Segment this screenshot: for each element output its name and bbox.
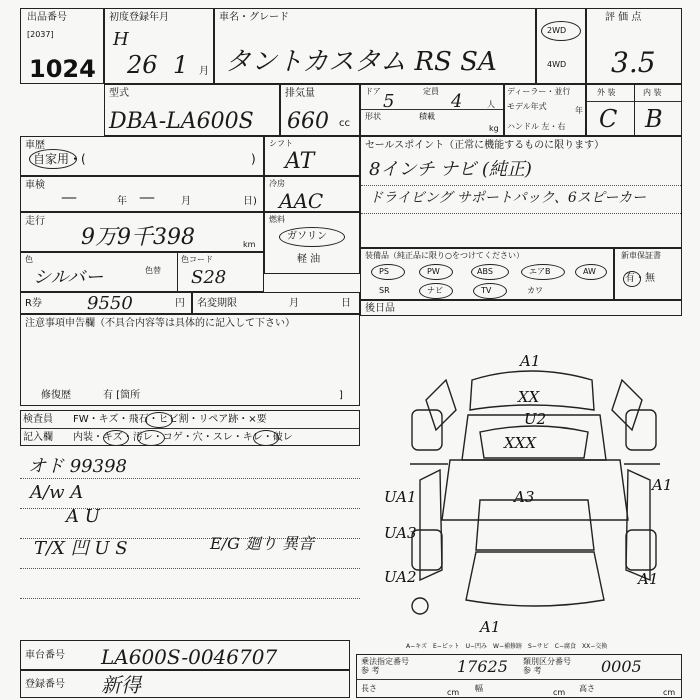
history-cell xyxy=(20,136,264,176)
inspection-year: 年 xyxy=(117,196,127,207)
inspector-cell xyxy=(20,410,360,446)
recycle-label: R券 xyxy=(25,298,42,309)
mileage-value: 9万9千398 xyxy=(81,225,195,250)
grade-value: 3.5 xyxy=(611,46,656,79)
diagram-legend: A−キズ E−ピット U−凹み W−補修跡 S−サビ C−腐食 XX−交換 xyxy=(406,643,608,650)
entry-items: 内装・キズ・汚レ・コゲ・穴・スレ・キレ・破レ xyxy=(73,432,293,443)
sales-point-label: セールスポイント（正常に機能するものに限ります） xyxy=(365,140,605,151)
drive-4wd: 4WD xyxy=(547,60,567,69)
inspection-month: 月 xyxy=(181,196,191,207)
note-line2: A/w A xyxy=(30,482,84,503)
handle-label: ハンドル 左・右 xyxy=(507,122,566,131)
sales-point-line1: 8インチ ナビ (純正) xyxy=(369,159,532,180)
note-line5: E/G 廻り 異音 xyxy=(210,534,315,553)
capacity-value: 4 xyxy=(451,91,463,112)
doors-value: 5 xyxy=(383,91,395,112)
equip-leather: カワ xyxy=(527,286,543,295)
plate-value: 新得 xyxy=(101,673,141,697)
notes-label: 注意事項申告欄（不具合内容等は具体的に記入して下さい） xyxy=(25,318,295,329)
grade-cell xyxy=(586,8,682,84)
inspector-items: FW・キズ・飛石・ヒビ割・リペア跡・×要 xyxy=(73,414,267,425)
recycle-unit: 円 xyxy=(175,298,185,309)
dmg-a1-bottom: A1 xyxy=(480,618,501,636)
displacement-value: 660 xyxy=(287,109,329,134)
ref1-label: 参 考 xyxy=(361,666,380,675)
load-unit: kg xyxy=(489,124,499,133)
drive-cell xyxy=(536,8,586,84)
car-diagram xyxy=(380,340,690,640)
dealer-cell xyxy=(504,84,586,136)
dmg-a1-top: A1 xyxy=(520,352,541,370)
history-close: ) xyxy=(251,152,256,166)
color-divider xyxy=(177,253,178,291)
ext-int-vdivider xyxy=(634,85,635,135)
equip-ps: PS xyxy=(379,267,389,276)
displacement-unit: cc xyxy=(339,118,350,129)
drive-2wd: 2WD xyxy=(547,26,567,35)
mileage-label: 走行 xyxy=(25,216,45,227)
dmg-a3: A3 xyxy=(514,488,535,506)
color-cell xyxy=(20,252,264,292)
aircon-value: AAC xyxy=(279,189,324,213)
regfee-label: 乗法指定番号 xyxy=(361,657,409,666)
displacement-cell xyxy=(280,84,360,136)
repair-value: 有 [箇所 xyxy=(103,390,141,401)
mileage-cell xyxy=(20,212,264,252)
class-value: 0005 xyxy=(601,657,642,676)
class-label: 類別区分番号 xyxy=(523,657,571,666)
car-name-value: タントカスタム RS SA xyxy=(225,47,497,77)
first-reg-era: H xyxy=(113,29,129,50)
postscript-label: 後日品 xyxy=(365,303,395,314)
lot-code: [2037] xyxy=(27,30,54,39)
shape-label: 形状 xyxy=(365,112,381,121)
exterior-value: C xyxy=(599,105,618,133)
ext-int-cell xyxy=(586,84,682,136)
dmg-a1-rear: A1 xyxy=(638,570,659,588)
height-label: 高さ xyxy=(579,684,595,693)
lot-label: 出品番号 xyxy=(27,12,67,23)
warranty-cell xyxy=(614,248,682,300)
model-value: DBA-LA600S xyxy=(109,109,254,134)
interior-label: 内 装 xyxy=(643,88,662,97)
model-cell xyxy=(104,84,280,136)
displacement-label: 排気量 xyxy=(285,88,315,99)
equip-pw: PW xyxy=(427,267,440,276)
chassis-label: 車台番号 xyxy=(25,650,65,661)
dmg-u2: U2 xyxy=(524,410,547,428)
equip-navi: ナビ xyxy=(427,286,443,295)
ref2-label: 参 考 xyxy=(523,666,542,675)
inspector-label: 検査員 xyxy=(23,414,53,425)
dealer-label: ディーラー・並行 xyxy=(507,87,571,96)
equip-sr: SR xyxy=(379,286,390,295)
note-line1: オド 99398 xyxy=(28,456,127,477)
lot-number: 1024 xyxy=(29,55,96,83)
warranty-value: 有・無 xyxy=(625,273,655,284)
postscript-cell xyxy=(360,300,682,316)
width-label: 幅 xyxy=(475,684,483,693)
regfee-value: 17625 xyxy=(457,657,508,676)
equipment-cell xyxy=(360,248,614,300)
fuel-value: ガソリン xyxy=(287,231,327,242)
transfer-month: 月 xyxy=(289,298,299,309)
first-reg-month: 1 xyxy=(173,51,189,79)
color-value: シルバー xyxy=(33,267,104,288)
sales-point-cell xyxy=(360,136,682,248)
transfer-cell xyxy=(192,292,360,314)
history-value: 自家用・( xyxy=(33,152,86,166)
first-reg-label: 初度登録年月 xyxy=(109,12,169,23)
equipment-label: 装備品（純正品に限り○をつけてください） xyxy=(365,251,524,260)
history-label: 車歴 xyxy=(25,140,45,151)
width-unit: cm xyxy=(553,688,566,697)
car-name-label: 車名・グレード xyxy=(219,12,289,23)
dmg-xxx: XXX xyxy=(504,434,537,452)
fuel-label: 燃料 xyxy=(269,215,285,224)
repair-label: 修復歴 xyxy=(41,390,71,401)
inspection-day: 日) xyxy=(243,196,257,207)
doors-label: ドア xyxy=(365,87,381,96)
first-reg-month-unit: 月 xyxy=(199,66,209,77)
dmg-xx: XX xyxy=(518,388,540,406)
color-code-label: 色コード xyxy=(181,255,213,264)
note-line4: T/X 凹 U S xyxy=(34,538,128,559)
dmg-ua3: UA3 xyxy=(384,524,417,542)
plate-label: 登録番号 xyxy=(25,679,65,690)
repair-close: ] xyxy=(339,390,343,401)
aircon-label: 冷房 xyxy=(269,179,285,188)
grade-label: 評 価 点 xyxy=(605,12,642,23)
equip-airbag: エアB xyxy=(529,267,551,276)
model-label: 型式 xyxy=(109,88,129,99)
bottom-info-cell xyxy=(356,654,682,698)
equip-abs: ABS xyxy=(477,267,493,276)
recycle-cell xyxy=(20,292,192,314)
car-name-cell xyxy=(214,8,536,84)
capacity-label: 定員 xyxy=(423,87,439,96)
height-unit: cm xyxy=(663,688,676,697)
transfer-label: 名変期限 xyxy=(197,298,237,309)
color-label: 色 xyxy=(25,255,33,264)
dmg-ua1: UA1 xyxy=(384,488,417,506)
dmg-ua2: UA2 xyxy=(384,568,417,586)
equip-tv: TV xyxy=(481,286,492,295)
inspection-label: 車検 xyxy=(25,180,45,191)
model-year-unit: 年 xyxy=(575,106,583,115)
load-label: 積載 xyxy=(419,112,435,121)
length-unit: cm xyxy=(447,688,460,697)
mileage-unit: km xyxy=(243,240,256,249)
recycle-value: 9550 xyxy=(87,293,133,314)
model-year-label: モデル年式 xyxy=(507,102,547,111)
capacity-unit: 人 xyxy=(487,100,495,109)
notes-cell xyxy=(20,314,360,406)
shift-cell xyxy=(264,136,360,176)
sales-point-line2: ドライビング サポートパック、6スピーカー xyxy=(369,190,646,206)
fuel-alt: 軽 油 xyxy=(297,254,321,265)
shift-value: AT xyxy=(285,149,315,174)
transfer-day: 日 xyxy=(341,298,351,309)
plate-cell xyxy=(20,670,350,698)
doors-divider xyxy=(361,109,503,110)
interior-value: B xyxy=(645,105,663,133)
exterior-label: 外 装 xyxy=(597,88,616,97)
shift-label: シフト xyxy=(269,139,293,148)
inspection-cell: 車検 — 年 — 月 日) xyxy=(20,176,264,212)
warranty-label: 新車保証書 xyxy=(621,251,661,260)
note-line3: A U xyxy=(66,506,100,527)
first-reg-cell xyxy=(104,8,214,84)
first-reg-year: 26 xyxy=(127,51,158,79)
lot-cell xyxy=(20,8,104,84)
doors-capacity-cell xyxy=(360,84,504,136)
entry-label: 記入欄 xyxy=(23,432,53,443)
equip-aw: AW xyxy=(583,267,596,276)
fuel-cell xyxy=(264,212,360,274)
chassis-value: LA600S-0046707 xyxy=(101,645,278,669)
chassis-cell xyxy=(20,640,350,670)
dmg-a1-right: A1 xyxy=(652,476,673,494)
color-change-label: 色替 xyxy=(145,266,161,275)
color-code: S28 xyxy=(191,267,227,288)
length-label: 長さ xyxy=(361,684,377,693)
aircon-cell xyxy=(264,176,360,212)
